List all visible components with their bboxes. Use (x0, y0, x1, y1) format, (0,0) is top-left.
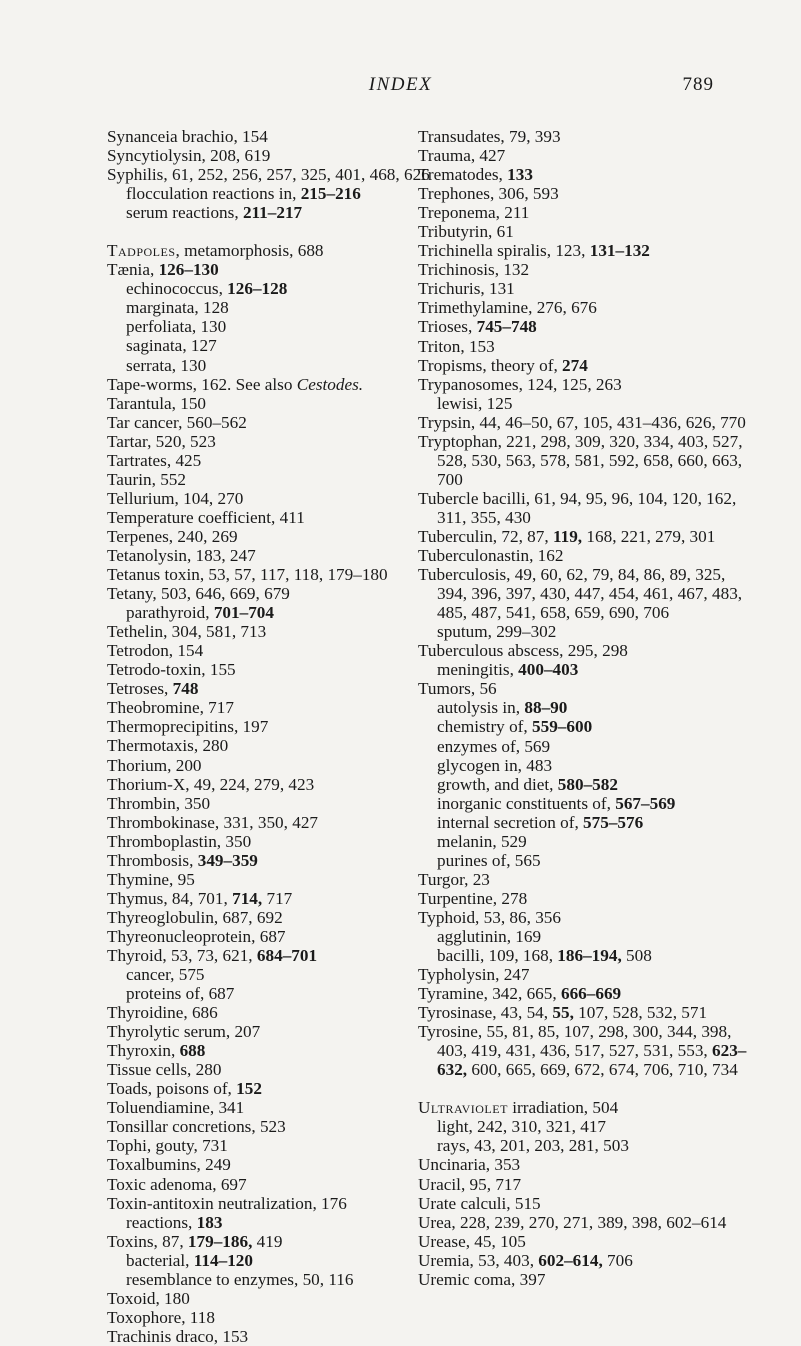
page-ref-bold: 745–748 (476, 317, 537, 337)
entry-text: Thyreoglobulin, 687, 692 (107, 907, 283, 927)
index-entry (418, 1003, 758, 1022)
index-entry (107, 527, 447, 546)
page-number: 789 (682, 74, 714, 95)
index-entry (107, 851, 447, 870)
index-entry (107, 1003, 447, 1022)
index-entry (107, 927, 447, 946)
entry-text: parathyroid, (126, 603, 214, 623)
running-title: INDEX (368, 74, 433, 95)
index-entry (418, 984, 758, 1003)
entry-text: Tissue cells, 280 (107, 1060, 222, 1080)
section-gap (107, 222, 447, 241)
entry-text: internal secretion of, (437, 812, 584, 832)
entry-text: bacterial, (126, 1250, 194, 1270)
index-subentry (437, 660, 758, 679)
index-entry (418, 889, 758, 908)
entry-text: Tartrates, 425 (107, 450, 202, 470)
entry-text: Tethelin, 304, 581, 713 (107, 622, 267, 642)
entry-text: Uremia, 53, 403, (418, 1250, 539, 1270)
entry-text: Transudates, 79, 393 (418, 127, 561, 146)
entry-text: bacilli, 109, 168, (437, 946, 558, 966)
entry-text: Tumors, 56 (418, 679, 497, 699)
index-subentry (126, 336, 447, 355)
index-subentry (437, 737, 758, 756)
entry-text: Thermoprecipitins, 197 (107, 717, 269, 737)
index-entry (107, 1155, 447, 1174)
index-entry (418, 298, 758, 317)
index-entry (107, 165, 447, 184)
index-entry (107, 736, 447, 755)
index-entry (107, 813, 447, 832)
entry-text: Uremic coma, 397 (418, 1269, 546, 1289)
entry-text: 168, 221, 279, 301 (582, 526, 716, 546)
entry-text: Tetrodo-toxin, 155 (107, 660, 236, 680)
entry-text: glycogen in, 483 (437, 755, 553, 775)
section-gap (418, 1079, 758, 1098)
index-entry (107, 1308, 447, 1327)
index-entry (418, 1098, 758, 1117)
index-entry (107, 870, 447, 889)
entry-text: Terpenes, 240, 269 (107, 526, 238, 546)
page-ref-bold: 684–701 (256, 945, 318, 965)
entry-text: Cestodes. (296, 374, 364, 394)
index-entry (418, 1022, 758, 1079)
entry-text: 508 (621, 946, 652, 966)
entry-text: Tyrosinase, 43, 54, (418, 1003, 553, 1023)
index-subentry (126, 1251, 447, 1270)
entry-text: Tetanolysin, 183, 247 (107, 545, 256, 565)
index-entry (107, 946, 447, 965)
entry-text: meningitis, (437, 660, 519, 680)
entry-text: agglutinin, 169 (437, 926, 542, 946)
entry-text: 600, 665, 669, 672, 674, 706, 710, 734 (467, 1060, 738, 1080)
entry-text: , metamorphosis, 688 (175, 241, 324, 261)
entry-text: Trypsin, 44, 46–50, 67, 105, 431–436, 626, 770 (418, 412, 746, 432)
entry-text: Synanceia brachio, 154 (107, 127, 268, 146)
index-entry (418, 375, 758, 394)
entry-text: Thyrolytic serum, 207 (107, 1022, 261, 1042)
index-entry (107, 375, 447, 394)
index-entry (418, 337, 758, 356)
index-subentry (437, 622, 758, 641)
index-entry (418, 1175, 758, 1194)
entry-text: Trichuris, 131 (418, 279, 515, 299)
entry-text: Typholysin, 247 (418, 965, 530, 985)
index-entry (107, 546, 447, 565)
entry-text: Thyreonucleoprotein, 687 (107, 926, 286, 946)
entry-text: light, 242, 310, 321, 417 (437, 1117, 607, 1137)
entry-text: Tar cancer, 560–562 (107, 412, 247, 432)
index-entry (418, 222, 758, 241)
entry-text: Toxoid, 180 (107, 1288, 190, 1308)
page-ref-bold: 274 (562, 355, 588, 375)
entry-text: Temperature coefficient, 411 (107, 507, 305, 527)
entry-text: perfoliata, 130 (126, 317, 227, 337)
entry-text: sputum, 299–302 (437, 622, 557, 642)
entry-text: Tryptophan, 221, 298, 309, 320, 334, 403, 527, 528, 530, 563, 578, 581, 592, 658, 660, 663, 700 (418, 431, 743, 489)
page-ref-bold: 126–128 (227, 279, 288, 299)
index-entry (107, 1136, 447, 1155)
entry-text: 717 (262, 888, 293, 908)
entry-text: autolysis in, (437, 698, 525, 718)
index-entry (418, 356, 758, 375)
entry-text: Tuberculin, 72, 87, (418, 526, 553, 546)
entry-text: melanin, 529 (437, 831, 527, 851)
index-subentry (437, 927, 758, 946)
index-entry (418, 317, 758, 336)
index-entry (107, 679, 447, 698)
index-entry (418, 279, 758, 298)
index-entry (107, 241, 447, 260)
index-subentry (437, 851, 758, 870)
entry-text: Trachinis draco, 153 (107, 1326, 249, 1346)
entry-text: resemblance to enzymes, 50, 116 (126, 1269, 354, 1289)
index-entry (107, 717, 447, 736)
entry-text: 107, 528, 532, 571 (573, 1003, 708, 1023)
entry-text: Toxin-antitoxin neutralization, 176 (107, 1193, 347, 1213)
entry-text: Trichinella spiralis, 123, (418, 241, 590, 261)
entry-text: Tadpoles (107, 241, 176, 261)
entry-text: Tetroses, (107, 679, 173, 699)
entry-text: Tartar, 520, 523 (107, 431, 216, 451)
page-ref-bold: 602–614, (538, 1250, 603, 1270)
entry-text: Thymus, 84, 701, (107, 888, 233, 908)
index-entry (418, 146, 758, 165)
entry-text: Tophi, gouty, 731 (107, 1136, 228, 1156)
index-subentry (126, 603, 447, 622)
entry-text: Thermotaxis, 280 (107, 736, 229, 756)
index-subentry (126, 356, 447, 375)
page-ref-bold: 133 (507, 165, 533, 185)
index-subentry (126, 1213, 447, 1232)
index-entry (418, 489, 758, 527)
page-ref-bold: 211–217 (242, 203, 303, 223)
index-entry (107, 775, 447, 794)
entry-text: Tubercle bacilli, 61, 94, 95, 96, 104, 120, 162, 311, 355, 430 (418, 488, 737, 527)
page-ref-bold: 88–90 (524, 698, 568, 718)
entry-text: Thyroidine, 686 (107, 1003, 218, 1023)
entry-text: Tropisms, theory of, (418, 355, 563, 375)
page-ref-bold: 559–600 (532, 717, 593, 737)
entry-text: proteins of, 687 (126, 984, 235, 1004)
entry-text: Thromboplastin, 350 (107, 831, 252, 851)
entry-text: Toads, poisons of, (107, 1079, 237, 1099)
index-entry (107, 1232, 447, 1251)
entry-text: Uncinaria, 353 (418, 1155, 521, 1175)
entry-text: Thyroid, 53, 73, 621, (107, 945, 257, 965)
entry-text: Toluendiamine, 341 (107, 1098, 245, 1118)
index-column-left (107, 127, 447, 1346)
index-entry (418, 965, 758, 984)
index-entry (107, 1022, 447, 1041)
entry-text: Trichinosis, 132 (418, 260, 530, 280)
entry-text: Toxins, 87, (107, 1231, 188, 1251)
entry-text: Typhoid, 53, 86, 356 (418, 907, 561, 927)
index-entry (107, 889, 447, 908)
entry-text: echinococcus, (126, 279, 228, 299)
entry-text: Tænia, (107, 260, 159, 280)
index-entry (107, 908, 447, 927)
entry-text: Tarantula, 150 (107, 393, 207, 413)
page-ref-bold: 55, (552, 1003, 574, 1023)
entry-text: irradiation, 504 (507, 1098, 619, 1118)
index-subentry (126, 965, 447, 984)
index-subentry (437, 813, 758, 832)
index-subentry (437, 756, 758, 775)
index-entry (418, 908, 758, 927)
index-subentry (126, 279, 447, 298)
index-entry (107, 1079, 447, 1098)
entry-text: Trimethylamine, 276, 676 (418, 298, 597, 318)
index-entry (107, 260, 447, 279)
index-entry (107, 470, 447, 489)
index-subentry (126, 1270, 447, 1289)
index-entry (107, 756, 447, 775)
entry-text: saginata, 127 (126, 336, 217, 356)
index-entry (107, 1060, 447, 1079)
page-ref-bold: 567–569 (615, 793, 676, 813)
index-entry (107, 451, 447, 470)
entry-text: 419 (252, 1231, 283, 1251)
entry-text: Tetany, 503, 646, 669, 679 (107, 584, 290, 604)
index-subentry (437, 717, 758, 736)
page-ref-bold: 666–669 (560, 984, 622, 1004)
entry-text: Tuberculonastin, 162 (418, 546, 564, 566)
entry-text: Tonsillar concretions, 523 (107, 1117, 286, 1137)
index-subentry (437, 1136, 758, 1155)
entry-text: Ultraviolet (418, 1098, 508, 1118)
entry-text: Treponema, 211 (418, 203, 530, 223)
index-entry (107, 413, 447, 432)
entry-text: Urate calculi, 515 (418, 1193, 541, 1213)
entry-text: Toxophore, 118 (107, 1307, 215, 1327)
index-entry (418, 165, 758, 184)
index-subentry (437, 1117, 758, 1136)
entry-text: Toxalbumins, 249 (107, 1155, 231, 1175)
page-ref-bold: 580–582 (557, 774, 618, 794)
index-subentry (437, 794, 758, 813)
index-entry (418, 1213, 758, 1232)
entry-text: chemistry of, (437, 717, 532, 737)
index-entry (107, 622, 447, 641)
index-entry (418, 432, 758, 489)
entry-text: Uracil, 95, 717 (418, 1174, 522, 1194)
index-subentry (437, 946, 758, 965)
page-ref-bold: 400–403 (518, 660, 579, 680)
entry-text: growth, and diet, (437, 774, 558, 794)
index-entry (418, 1194, 758, 1213)
index-entry (418, 1270, 758, 1289)
index-entry (418, 413, 758, 432)
index-entry (107, 1098, 447, 1117)
page-ref-bold: 714, (232, 888, 263, 908)
index-entry (418, 870, 758, 889)
index-subentry (126, 184, 447, 203)
entry-text: Trematodes, (418, 165, 508, 185)
index-entry (418, 1251, 758, 1270)
entry-text: Thrombokinase, 331, 350, 427 (107, 812, 319, 832)
index-subentry (437, 832, 758, 851)
index-subentry (126, 317, 447, 336)
entry-text: Thrombosis, (107, 850, 198, 870)
index-entry (107, 508, 447, 527)
entry-text: Tributyrin, 61 (418, 222, 514, 242)
page-ref-bold: 131–132 (589, 241, 650, 261)
index-subentry (437, 698, 758, 717)
index-entry (107, 1117, 447, 1136)
index-entry (107, 584, 447, 603)
index-entry (418, 241, 758, 260)
index-entry (107, 1175, 447, 1194)
index-entry (418, 546, 758, 565)
page-ref-bold: 179–186, (187, 1231, 253, 1251)
index-entry (418, 184, 758, 203)
entry-text: cancer, 575 (126, 965, 205, 985)
entry-text: Tuberculosis, 49, 60, 62, 79, 84, 86, 89, 325, 394, 396, 397, 430, 447, 454, 461, 467, 483, 485, 487, 541, 658, 659, 690, 706 (418, 565, 743, 623)
entry-text: inorganic constituents of, (437, 793, 616, 813)
entry-text: Turgor, 23 (418, 869, 490, 889)
entry-text: Trioses, (418, 317, 477, 337)
page-ref-bold: 688 (179, 1041, 206, 1061)
entry-text: Syncytiolysin, 208, 619 (107, 146, 271, 166)
entry-text: Turpentine, 278 (418, 888, 528, 908)
index-entry (418, 641, 758, 660)
index-entry (107, 794, 447, 813)
page-ref-bold: 623–632, (437, 1041, 747, 1080)
index-entry (418, 565, 758, 622)
index-entry (107, 489, 447, 508)
page-ref-bold: 349–359 (197, 850, 258, 870)
index-subentry (126, 984, 447, 1003)
page-ref-bold: 126–130 (158, 260, 219, 280)
entry-text: Tyrosine, 55, 81, 85, 107, 298, 300, 344, 398, 403, 419, 431, 436, 517, 527, 531, 553, (418, 1022, 732, 1061)
index-entry (107, 127, 447, 146)
entry-text: Tuberculous abscess, 295, 298 (418, 641, 628, 661)
entry-text: Theobromine, 717 (107, 698, 234, 718)
index-entry (107, 394, 447, 413)
entry-text: Urease, 45, 105 (418, 1231, 526, 1251)
entry-text: reactions, (126, 1212, 197, 1232)
index-entry (107, 1041, 447, 1060)
index-subentry (437, 775, 758, 794)
index-subentry (126, 203, 447, 222)
index-entry (107, 1194, 447, 1213)
index-entry (418, 679, 758, 698)
index-entry (418, 1155, 758, 1174)
index-entry (107, 432, 447, 451)
entry-text: Tetrodon, 154 (107, 641, 204, 661)
entry-text: Thymine, 95 (107, 869, 195, 889)
page-ref-bold: 748 (172, 679, 199, 699)
entry-text: marginata, 128 (126, 298, 229, 318)
page-ref-bold: 183 (196, 1212, 223, 1232)
entry-text: Tellurium, 104, 270 (107, 488, 244, 508)
entry-text: Thrombin, 350 (107, 793, 211, 813)
index-subentry (126, 298, 447, 317)
entry-text: Trauma, 427 (418, 146, 506, 166)
index-entry (107, 641, 447, 660)
index-entry (107, 1327, 447, 1346)
index-subentry (437, 394, 758, 413)
entry-text: serrata, 130 (126, 355, 207, 375)
entry-text: lewisi, 125 (437, 393, 513, 413)
page-ref-bold: 119, (552, 526, 583, 546)
page-ref-bold: 215–216 (300, 184, 361, 204)
index-column-right (418, 127, 758, 1289)
index-entry (418, 527, 758, 546)
entry-text: Urea, 228, 239, 270, 271, 389, 398, 602–614 (418, 1212, 727, 1232)
entry-text: serum reactions, (126, 203, 243, 223)
page-header (0, 74, 801, 104)
index-entry (418, 127, 758, 146)
index-entry (418, 260, 758, 279)
entry-text: Trephones, 306, 593 (418, 184, 559, 204)
entry-text: purines of, 565 (437, 850, 541, 870)
entry-text: rays, 43, 201, 203, 281, 503 (437, 1136, 629, 1156)
index-entry (107, 146, 447, 165)
entry-text: Tape-worms, 162. See also (107, 374, 297, 394)
entry-text: Triton, 153 (418, 336, 495, 356)
page-ref-bold: 114–120 (193, 1250, 253, 1270)
index-entry (418, 203, 758, 222)
index-entry (107, 832, 447, 851)
page-ref-bold: 701–704 (213, 603, 274, 623)
entry-text: Thorium, 200 (107, 755, 202, 775)
entry-text: enzymes of, 569 (437, 736, 551, 756)
entry-text: Toxic adenoma, 697 (107, 1174, 247, 1194)
index-entry (418, 1232, 758, 1251)
index-entry (107, 660, 447, 679)
entry-text: 706 (602, 1250, 633, 1270)
entry-text: Tyramine, 342, 665, (418, 984, 561, 1004)
entry-text: Trypanosomes, 124, 125, 263 (418, 374, 622, 394)
entry-text: Thorium-X, 49, 224, 279, 423 (107, 774, 315, 794)
page-ref-bold: 575–576 (583, 812, 644, 832)
entry-text: Tetanus toxin, 53, 57, 117, 118, 179–180 (107, 565, 388, 585)
index-entry (107, 698, 447, 717)
page-ref-bold: 186–194, (557, 946, 622, 966)
index-entry (107, 565, 447, 584)
page-ref-bold: 152 (236, 1079, 262, 1099)
entry-text: Syphilis, 61, 252, 256, 257, 325, 401, 468, 626 (107, 165, 430, 185)
entry-text: Taurin, 552 (107, 469, 186, 489)
index-entry (107, 1289, 447, 1308)
entry-text: Thyroxin, (107, 1041, 180, 1061)
entry-text: flocculation reactions in, (126, 184, 301, 204)
